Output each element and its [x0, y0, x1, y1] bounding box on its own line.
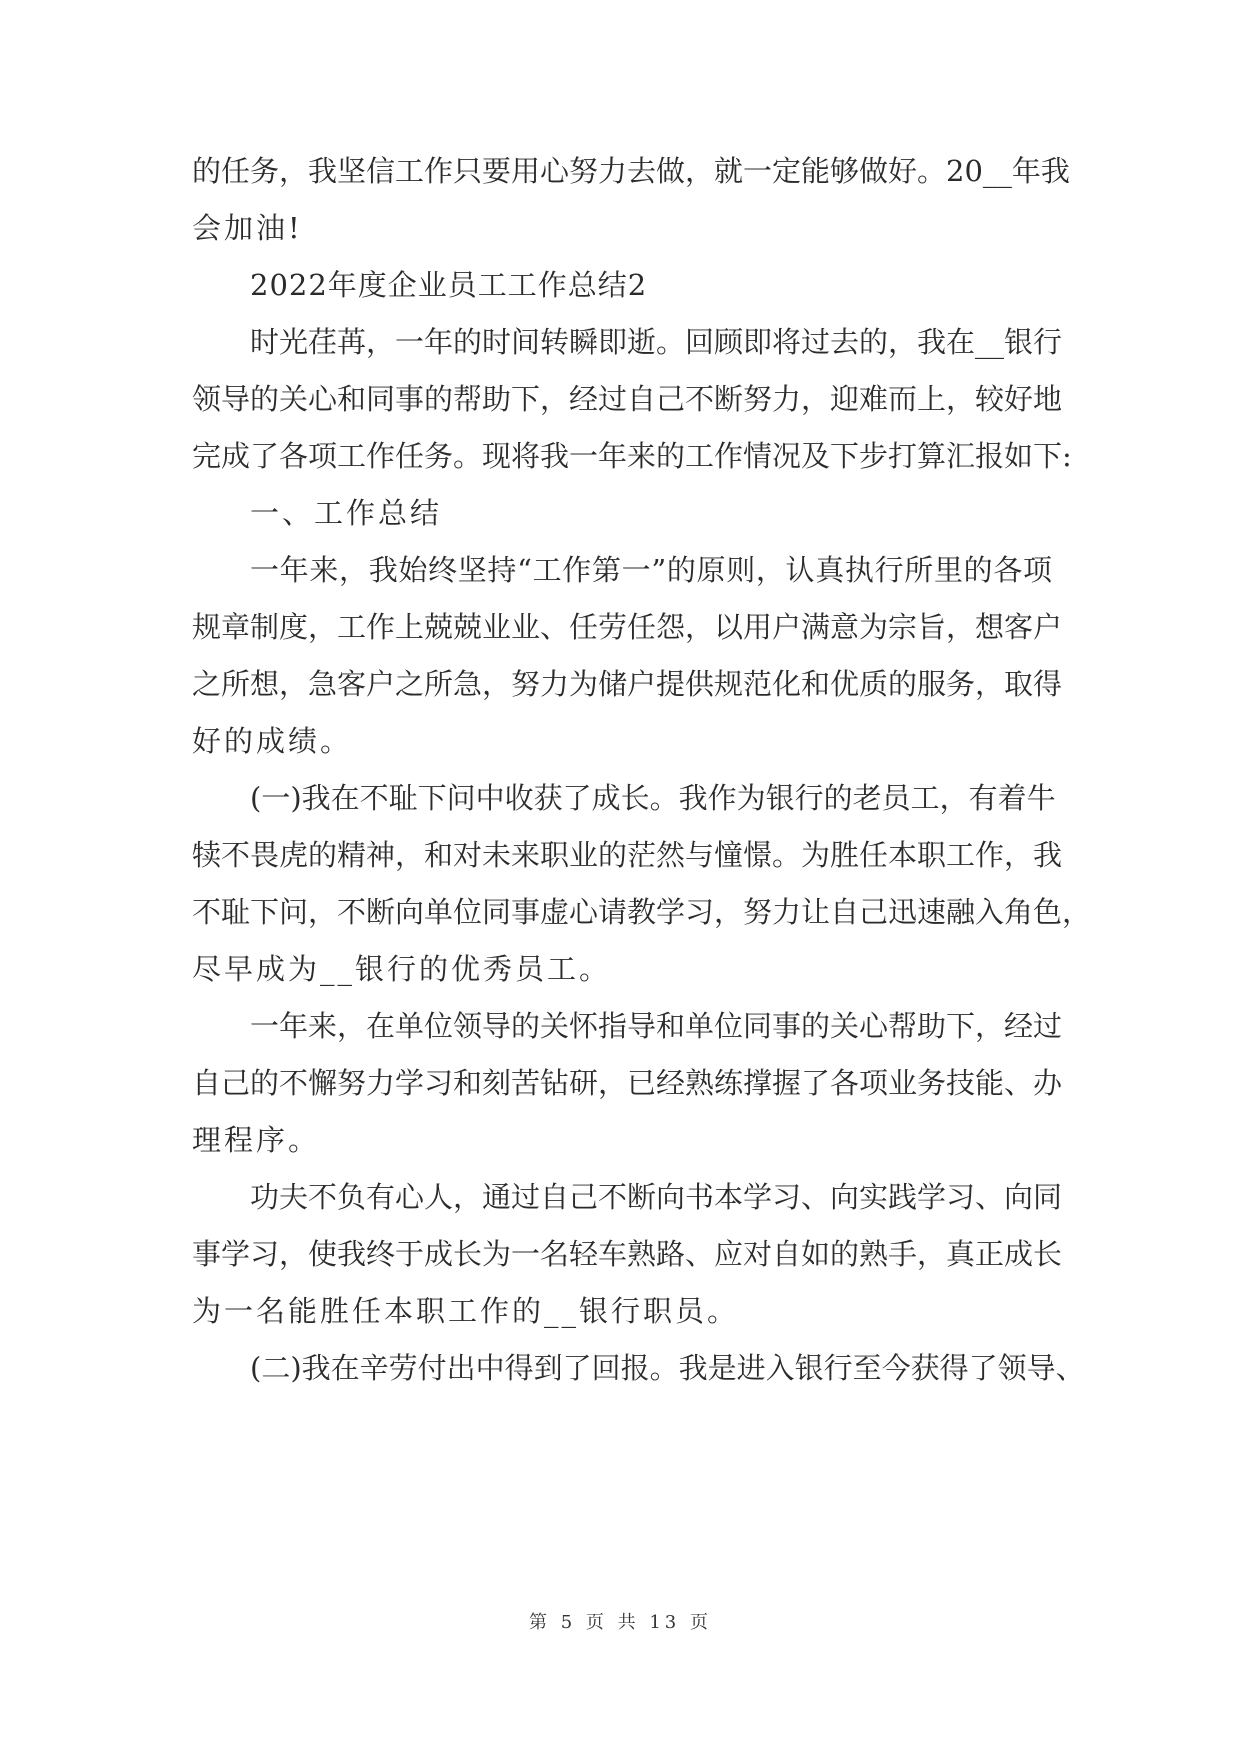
- paragraph-line: 功夫不负有心人，通过自己不断向书本学习、向实践学习、向同: [250, 1180, 1063, 1214]
- paragraph-line: (一)我在不耻下问中收获了成长。我作为银行的老员工，有着牛: [250, 781, 1056, 815]
- page-number-footer: 第 5 页 共 13 页: [529, 1612, 712, 1633]
- paragraph-line: 一年来，在单位领导的关怀指导和单位同事的关心帮助下，经过: [250, 1009, 1063, 1043]
- paragraph-line: (二)我在辛劳付出中得到了回报。我是进入银行至今获得了领导、: [250, 1351, 1085, 1385]
- paragraph-line: 之所想，急客户之所急，努力为储户提供规范化和优质的服务，取得: [192, 667, 1063, 701]
- paragraph-line: 一年来，我始终坚持“工作第一”的原则，认真执行所里的各项: [250, 553, 1052, 587]
- section-title: 2022年度企业员工工作总结2: [250, 268, 648, 302]
- paragraph-line: 理程序。: [192, 1123, 321, 1157]
- heading-work-summary: 一、工作总结: [250, 496, 443, 530]
- paragraph-line: 为一名能胜任本职工作的__银行职员。: [192, 1294, 740, 1328]
- paragraph-line: 不耻下问，不断向单位同事虚心请教学习，努力让自己迅速融入角色，: [192, 895, 1092, 929]
- paragraph-line: 完成了各项工作任务。现将我一年来的工作情况及下步打算汇报如下:: [192, 439, 1072, 473]
- paragraph-line: 会加油!: [192, 211, 303, 245]
- paragraph-line: 领导的关心和同事的帮助下，经过自己不断努力，迎难而上，较好地: [192, 382, 1063, 416]
- paragraph-line: 犊不畏虎的精神，和对未来职业的茫然与憧憬。为胜任本职工作，我: [192, 838, 1063, 872]
- paragraph-line: 规章制度，工作上兢兢业业、任劳任怨，以用户满意为宗旨，想客户: [192, 610, 1063, 644]
- paragraph-line: 的任务，我坚信工作只要用心努力去做，就一定能够做好。20__年我: [192, 154, 1070, 188]
- paragraph-line: 自己的不懈努力学习和刻苦钻研，已经熟练撑握了各项业务技能、办: [192, 1066, 1063, 1100]
- paragraph-line: 好的成绩。: [192, 724, 353, 758]
- paragraph-line: 时光荏苒，一年的时间转瞬即逝。回顾即将过去的，我在__银行: [250, 325, 1063, 359]
- paragraph-line: 事学习，使我终于成长为一名轻车熟路、应对自如的熟手，真正成长: [192, 1237, 1063, 1271]
- paragraph-line: 尽早成为__银行的优秀员工。: [192, 952, 612, 986]
